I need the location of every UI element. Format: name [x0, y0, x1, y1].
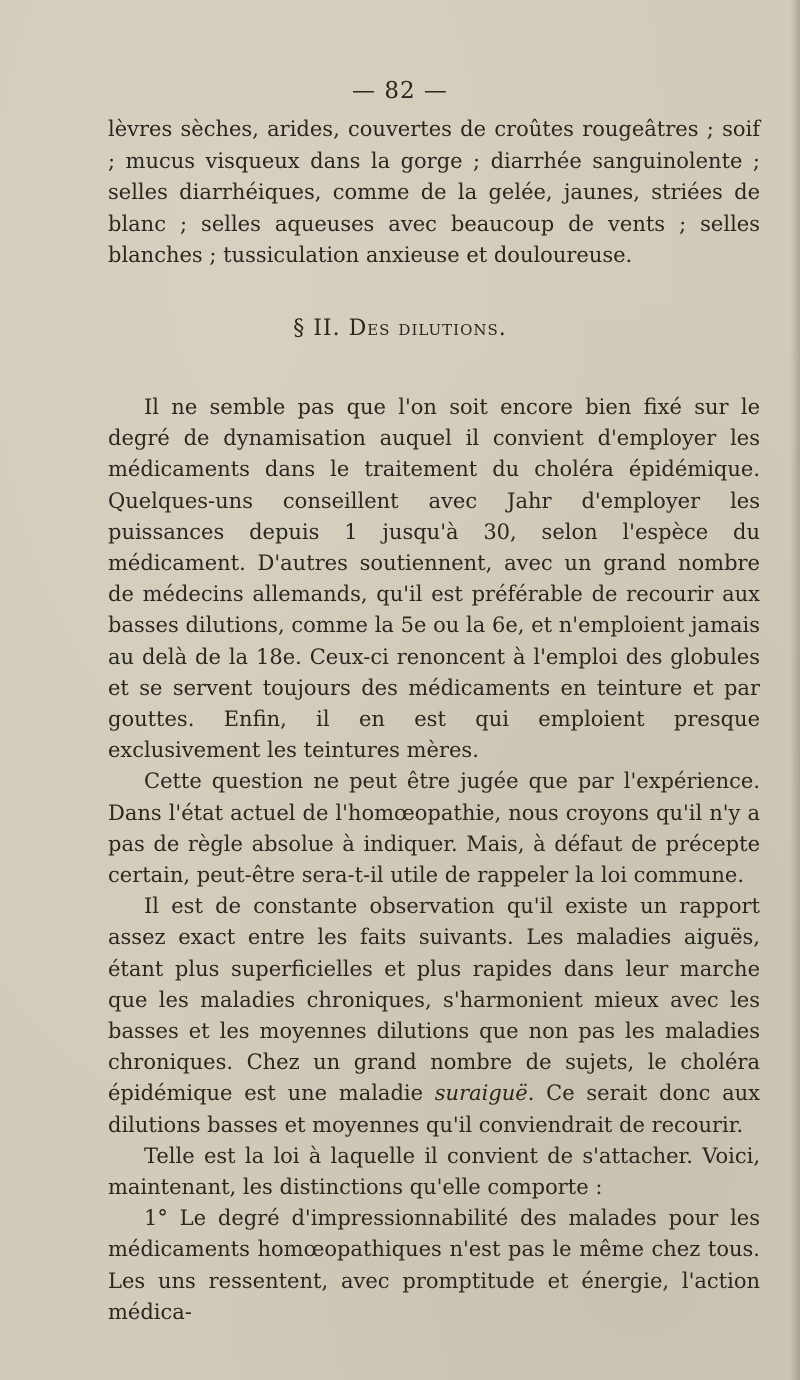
main-text-block [108, 392, 760, 1328]
paragraph-rule: Telle est la loi à laquelle il convient de s'attacher. Voici, maintenant, les distinctions qu'elle comporte : [108, 1143, 760, 1200]
paragraph-question: Cette question ne peut être jugée que par l'expérience. Dans l'état actuel de l'homœopathie, nous croyons qu'il n'y a pas de règle absolue à indiquer. Mais, à défaut de précepte certain, peut-être sera-t-il utile de rappeler la loi commune. [108, 769, 760, 888]
page-number: — 82 — [352, 78, 448, 104]
paragraph-observation [108, 891, 760, 1141]
intro-text-block [108, 114, 760, 272]
paragraph-dynamisation: Il ne semble pas que l'on soit encore bien fixé sur le degré de dynamisation auquel il convient d'employer les médicaments dans le traitement du choléra épidémique. Quelques-uns conseillent avec Jahr d'employer les puissances depuis 1 jusqu'à 30, selon l'espèce du médicament. D'autres soutiennent, avec un grand nombre de médecins allemands, qu'il est préférable de recourir aux basses dilutions, comme la 5e ou la 6e, et n'emploient jamais au delà de la 18e. Ceux-ci renoncent à l'emploi des globules et se servent toujours des médicaments en teinture et par gouttes. Enfin, il en est qui emploient presque exclusivement les teintures mères. [108, 395, 760, 763]
paragraph-observation-text: Il est de constante observation qu'il existe un rapport assez exact entre les faits suivants. Les maladies aiguës, étant plus superficielles et plus rapides dans leur marche que les maladies chroniques, s'harmonient mieux avec les basses et les moyennes dilutions que non pas les maladies chroniques. Chez un grand nombre de sujets, le choléra épidémique est une maladie [108, 894, 760, 1106]
section-heading-prefix: § II. [293, 316, 341, 341]
intro-paragraph: lèvres sèches, arides, couvertes de croûtes rougeâtres ; soif ; mucus visqueux dans la gorge ; diarrhée sanguinolente ; selles diarrhéiques, comme de la gelée, jaunes, striées de blanc ; selles aqueuses avec beaucoup de vents ; selles blanches ; tussiculation anxieuse et douloureuse. [108, 117, 760, 268]
emphasis-suraigue: suraiguë [434, 1081, 528, 1106]
paragraph-point-one: 1° Le degré d'impressionnabilité des malades pour les médicaments homœopathiques n'est pas le même chez tous. Les uns ressentent, avec promptitude et énergie, l'action médica- [108, 1206, 760, 1324]
paragraph-observation-end: . Ce serait donc aux dilutions basses et moyennes qu'il conviendrait de recourir. [108, 1081, 760, 1137]
page-edge-shadow [790, 0, 800, 1380]
section-heading [0, 316, 800, 341]
section-heading-title: Des dilutions. [348, 316, 507, 341]
